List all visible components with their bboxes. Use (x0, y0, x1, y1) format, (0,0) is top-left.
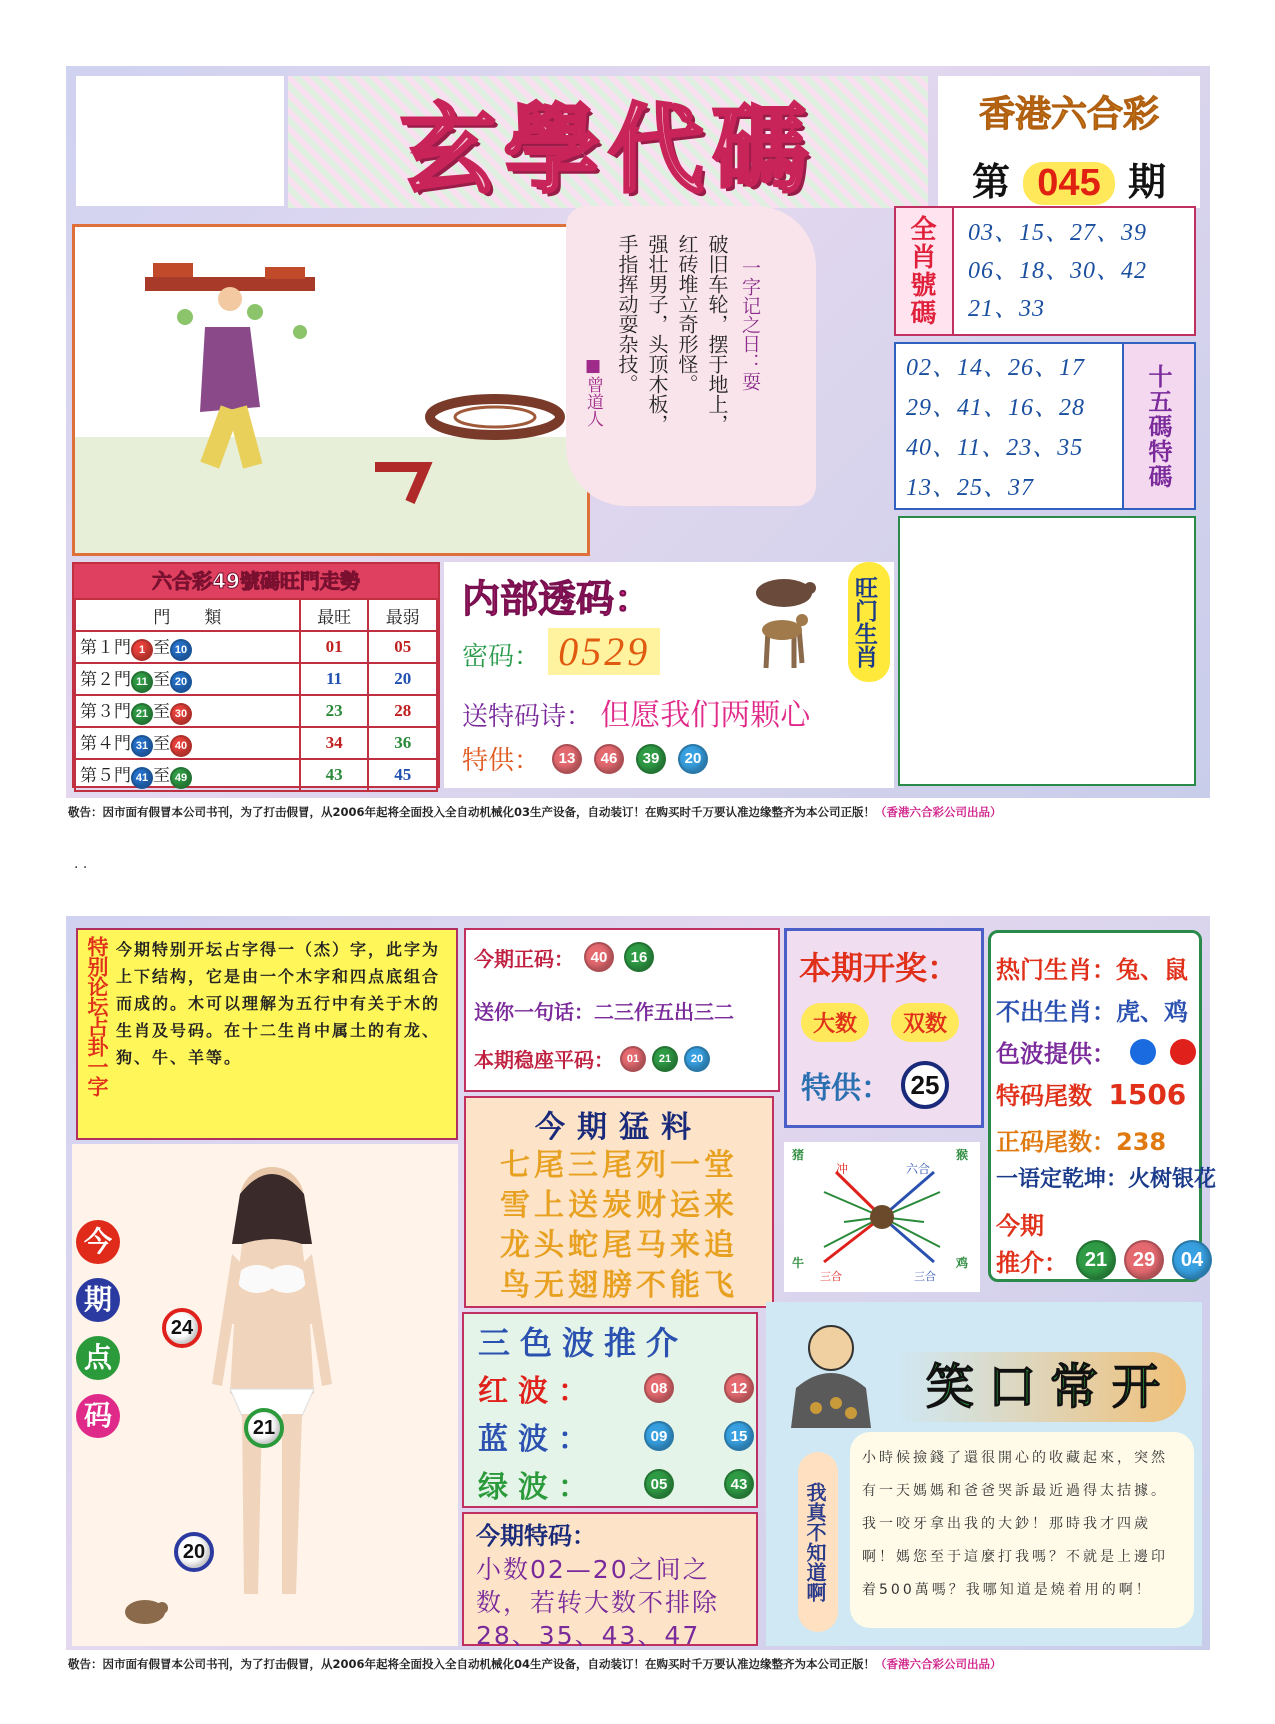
gate-row-label: 第２門 (80, 670, 131, 689)
draw-special-ball: 25 (901, 1061, 949, 1109)
poem-signature: ■曾道人 (583, 356, 603, 427)
points-ball: 20 (174, 1532, 214, 1572)
fierce-panel (464, 1096, 774, 1308)
wave-ball: 43 (724, 1469, 754, 1499)
blue-wave-row (478, 1414, 754, 1458)
poem-header: 一字记之日：耍 (739, 258, 761, 391)
hot-rec-ball: 04 (1172, 1240, 1212, 1280)
gate-from-ball: 41 (131, 767, 153, 789)
fierce-line-4: 鸟无翅膀不能飞 (500, 1268, 738, 1303)
brand-name: 香港六合彩 (978, 93, 1159, 135)
draw-special-line (801, 1061, 949, 1109)
zodiac-numbers (954, 208, 1161, 334)
special-code-panel (462, 1512, 758, 1650)
gate-max: 01 (300, 631, 369, 663)
bottom-notice (68, 1656, 1208, 1672)
special-ball: 46 (594, 744, 624, 774)
zodiac-numbers-box (894, 206, 1196, 336)
fifteen-numbers-box (894, 342, 1196, 510)
special-ball: 39 (636, 744, 666, 774)
points-char: 码 (76, 1394, 120, 1438)
top-notice-text: 敬告：因市面有假冒本公司书刊，为了打击假冒，从2006年起将全面投入全自动机械化03生产设备，自动装订！在购买时千万要认准边缘整齐为本公司正版！ (68, 805, 876, 819)
gate-header-min: 最弱 (368, 599, 437, 631)
fifteen-line-4: 13、25、37 (906, 475, 1034, 501)
table-row: 第４門 31 至 40 34 36 (75, 727, 437, 759)
zodiac-line-2: 06、18、30、42 (968, 258, 1147, 284)
blank-right-box (898, 516, 1196, 786)
gate-row-label: 第１門 (80, 638, 131, 657)
hot-l6-label: 一语定乾坤： (996, 1167, 1129, 1192)
info-l3-ball: 01 (620, 1046, 646, 1072)
points-char: 期 (76, 1278, 120, 1322)
hot-l2-label: 不出生肖： (996, 998, 1116, 1026)
table-row: 第２門 11 至 20 11 20 (75, 663, 437, 695)
wave-label: 红波： (478, 1374, 598, 1409)
points-panel (72, 1144, 458, 1646)
poem-line-2: 红砖堆立奇形怪。 (675, 234, 699, 394)
compass-label: 猪 (792, 1148, 805, 1162)
top-notice (68, 804, 1208, 820)
special-ball: 20 (678, 744, 708, 774)
hot-line-5 (996, 1122, 1166, 1157)
hot-l3-label: 色波提供： (996, 1040, 1116, 1068)
poem-label: 送特码诗： (462, 702, 593, 732)
hot-l4-label: 特码尾数 (996, 1082, 1092, 1110)
top-sheet (66, 66, 1210, 798)
draw-panel (784, 928, 984, 1128)
cartoon-panel (72, 224, 590, 556)
gate-row-label: 第４門 (80, 734, 131, 753)
gate-table-panel (72, 562, 440, 788)
joke-title: 笑口常开 (926, 1359, 1175, 1415)
info-panel (464, 928, 780, 1092)
internal-code-panel (444, 562, 894, 788)
poem-line-3: 强壮男子，头顶木板， (645, 234, 669, 434)
info-l3-ball: 21 (652, 1046, 678, 1072)
special-code-text: 小数02—20之间之数，若转大数不排除28、35、43、47 (476, 1555, 720, 1650)
info-l1-ball: 16 (624, 942, 654, 972)
hot-line-3 (996, 1034, 1196, 1069)
code-label: 密码： (462, 642, 541, 672)
compass-icon (784, 1142, 980, 1292)
pig-icon (120, 1594, 170, 1630)
info-l3-ball: 20 (684, 1046, 710, 1072)
gate-min: 28 (368, 695, 437, 727)
gate-row-label: 第３門 (80, 702, 131, 721)
joke-text: 小時候撿錢了還很開心的收藏起來，突然有一天媽媽和爸爸哭訴最近過得太拮據。我一咬牙拿出我的大鈔！那時我才四歲啊！媽您至于這麼打我嗎？不就是上邊印着500萬嗎？我哪知道是燒着用的啊！ (850, 1432, 1194, 1628)
hot-l5-label: 正码尾数： (996, 1128, 1116, 1156)
issue-number: 045 (1023, 162, 1114, 205)
points-ball: 21 (244, 1408, 284, 1448)
info-l3-label: 本期稳座平码： (474, 1048, 614, 1072)
bottom-notice-text: 敬告：因市面有假冒本公司书刊，为了打击假冒，从2006年起将全面投入全自动机械化04生产设备，自动装订！在购买时千万要认准边缘整齐为本公司正版！ (68, 1657, 876, 1671)
joke-side-label: 我真不知道啊 (798, 1452, 838, 1632)
compass-label: 牛 (792, 1256, 805, 1270)
forum-text: 今期特别开坛占字得一（杰）字，此字为上下结构，它是由一个木字和四点底组合而成的。木可以理解为五行中有关于木的生肖及号码。在十二生肖中属土的有龙、狗、牛、羊等。 (116, 940, 441, 1067)
compass-label: 三合 (820, 1270, 842, 1283)
issue-line (938, 151, 1200, 206)
zodiac-line-3: 21、33 (968, 296, 1045, 322)
forum-vertical-label: 特别论坛占卦一字 (85, 936, 109, 1096)
gate-to-ball: 49 (170, 767, 192, 789)
gate-row-label: 第５門 (80, 766, 131, 785)
gate-max: 23 (300, 695, 369, 727)
info-l1-ball: 40 (584, 942, 614, 972)
three-color-title: 三色波推介 (478, 1324, 689, 1362)
fierce-line-1: 七尾三尾列一堂 (500, 1148, 738, 1183)
wave-label: 蓝波： (478, 1422, 598, 1457)
wave-ball: 15 (724, 1421, 754, 1451)
hot-line-6 (996, 1162, 1216, 1193)
issue-suffix: 期 (1127, 159, 1166, 204)
hot-rec-label: 推介： (996, 1248, 1068, 1277)
rat-deer-icon (744, 568, 824, 688)
fifteen-label: 十五碼特碼 (1122, 344, 1194, 508)
hot-rec-ball: 21 (1076, 1240, 1116, 1280)
gate-from-ball: 31 (131, 735, 153, 757)
points-ball: 24 (162, 1308, 202, 1348)
hot-l5-value: 238 (1116, 1128, 1167, 1156)
gate-max: 34 (300, 727, 369, 759)
gate-min: 36 (368, 727, 437, 759)
hot-rec-line-2 (996, 1240, 1212, 1280)
compass-label: 鸡 (956, 1256, 969, 1270)
internal-title: 内部透码： (462, 576, 653, 621)
hot-l2-value: 虎、鸡 (1116, 998, 1188, 1026)
bottom-sheet (66, 916, 1217, 1650)
gate-from-ball: 21 (131, 703, 153, 725)
table-row: 第５門 41 至 49 43 45 (75, 759, 437, 791)
gate-table-title: 六合彩49號碼旺門走勢 (74, 564, 438, 598)
forum-panel (76, 928, 458, 1140)
gate-min: 05 (368, 631, 437, 663)
gate-min: 45 (368, 759, 437, 791)
compass-label: 猴 (956, 1148, 969, 1162)
compass-panel (784, 1142, 980, 1292)
special-poem-line (462, 690, 810, 734)
wave-ball: 05 (644, 1469, 674, 1499)
gate-to-ball: 30 (170, 703, 192, 725)
zodiac-label: 全肖號碼 (896, 208, 954, 334)
separator-dots: . . (74, 856, 88, 872)
table-row: 第１門 1 至 10 01 05 (75, 631, 437, 663)
money-bag-icon (776, 1318, 886, 1438)
fifteen-line-3: 40、11、23、35 (906, 435, 1084, 461)
juggler-illustration (75, 227, 587, 553)
special-ball: 13 (552, 744, 582, 774)
fifteen-line-2: 29、41、16、28 (906, 395, 1085, 421)
points-char: 今 (76, 1220, 120, 1264)
compass-label: 冲 (836, 1162, 849, 1176)
wave-ball: 08 (644, 1373, 674, 1403)
issue-prefix: 第 (972, 159, 1011, 204)
gate-to-ball: 20 (170, 671, 192, 693)
fierce-title: 今期猛料 (535, 1110, 703, 1145)
bottom-notice-publisher: （香港六合彩公司出品） (875, 1657, 1002, 1671)
gate-min: 20 (368, 663, 437, 695)
blue-dot-icon (1130, 1039, 1156, 1065)
draw-special-label: 特供： (801, 1071, 891, 1106)
wave-ball: 12 (724, 1373, 754, 1403)
top-notice-publisher: （香港六合彩公司出品） (875, 805, 1002, 819)
hot-l1-value: 兔、鼠 (1116, 956, 1188, 984)
gate-table (74, 598, 438, 792)
draw-tag-2: 双数 (891, 1003, 959, 1042)
gate-header-type: 門 類 (75, 599, 300, 631)
gate-to-ball: 40 (170, 735, 192, 757)
info-line-2: 送你一句话：二三作五出三二 (474, 1000, 734, 1024)
fifteen-numbers (896, 344, 1122, 508)
hot-rec-ball: 29 (1124, 1240, 1164, 1280)
points-char: 点 (76, 1336, 120, 1380)
joke-panel (766, 1302, 1202, 1646)
hot-rec-line-1: 今期 (996, 1212, 1044, 1240)
blank-box (76, 76, 284, 206)
gate-from-ball: 1 (131, 639, 153, 661)
gate-max: 43 (300, 759, 369, 791)
hot-l6-value: 火树银花 (1128, 1167, 1217, 1192)
poem-line-1: 破旧车轮，摆于地上， (705, 234, 729, 434)
red-dot-icon (1170, 1039, 1196, 1065)
brand-box (938, 76, 1200, 208)
hot-l1-label: 热门生肖： (996, 956, 1116, 984)
gate-from-ball: 11 (131, 671, 153, 693)
fierce-line-2: 雪上送炭财运来 (500, 1188, 738, 1223)
info-l1-label: 今期正码： (474, 946, 574, 971)
points-vertical (76, 1220, 122, 1438)
wave-ball: 09 (644, 1421, 674, 1451)
table-row: 第３門 21 至 30 23 28 (75, 695, 437, 727)
draw-title: 本期开奖： (799, 949, 960, 987)
compass-label: 六合 (906, 1162, 931, 1176)
hot-panel-content (988, 930, 1248, 1282)
special-supply-line (462, 740, 708, 777)
wave-label: 绿波： (478, 1470, 598, 1505)
fifteen-line-1: 02、14、26、17 (906, 355, 1085, 381)
hot-line-4 (996, 1076, 1186, 1111)
zodiac-vertical: 旺门生肖 (848, 562, 890, 682)
hot-l4-value: 1506 (1108, 1078, 1187, 1111)
zodiac-line-1: 03、15、27、39 (968, 220, 1147, 246)
gate-to-ball: 10 (170, 639, 192, 661)
hot-line-1 (996, 950, 1188, 985)
hot-line-2 (996, 992, 1188, 1027)
code-line (462, 628, 660, 675)
poem-scroll (566, 206, 816, 506)
code-value: 0529 (548, 628, 660, 675)
poem-line-4: 手指挥动耍杂技。 (615, 234, 639, 394)
info-line-1 (474, 942, 654, 972)
poem-value: 但愿我们两颗心 (600, 698, 811, 733)
gate-max: 11 (300, 663, 369, 695)
special-label: 特供： (462, 746, 541, 776)
draw-tag-1: 大数 (801, 1003, 869, 1042)
compass-label: 三合 (914, 1270, 936, 1283)
page-title: 玄學代碼 (400, 92, 816, 206)
gate-header-max: 最旺 (300, 599, 369, 631)
red-wave-row (478, 1366, 754, 1410)
three-color-panel (462, 1312, 758, 1508)
info-line-3 (474, 1044, 710, 1073)
green-wave-row (478, 1462, 754, 1506)
special-code-title: 今期特码： (476, 1522, 596, 1550)
fierce-line-3: 龙头蛇尾马来追 (500, 1228, 738, 1263)
title-banner (288, 76, 928, 208)
